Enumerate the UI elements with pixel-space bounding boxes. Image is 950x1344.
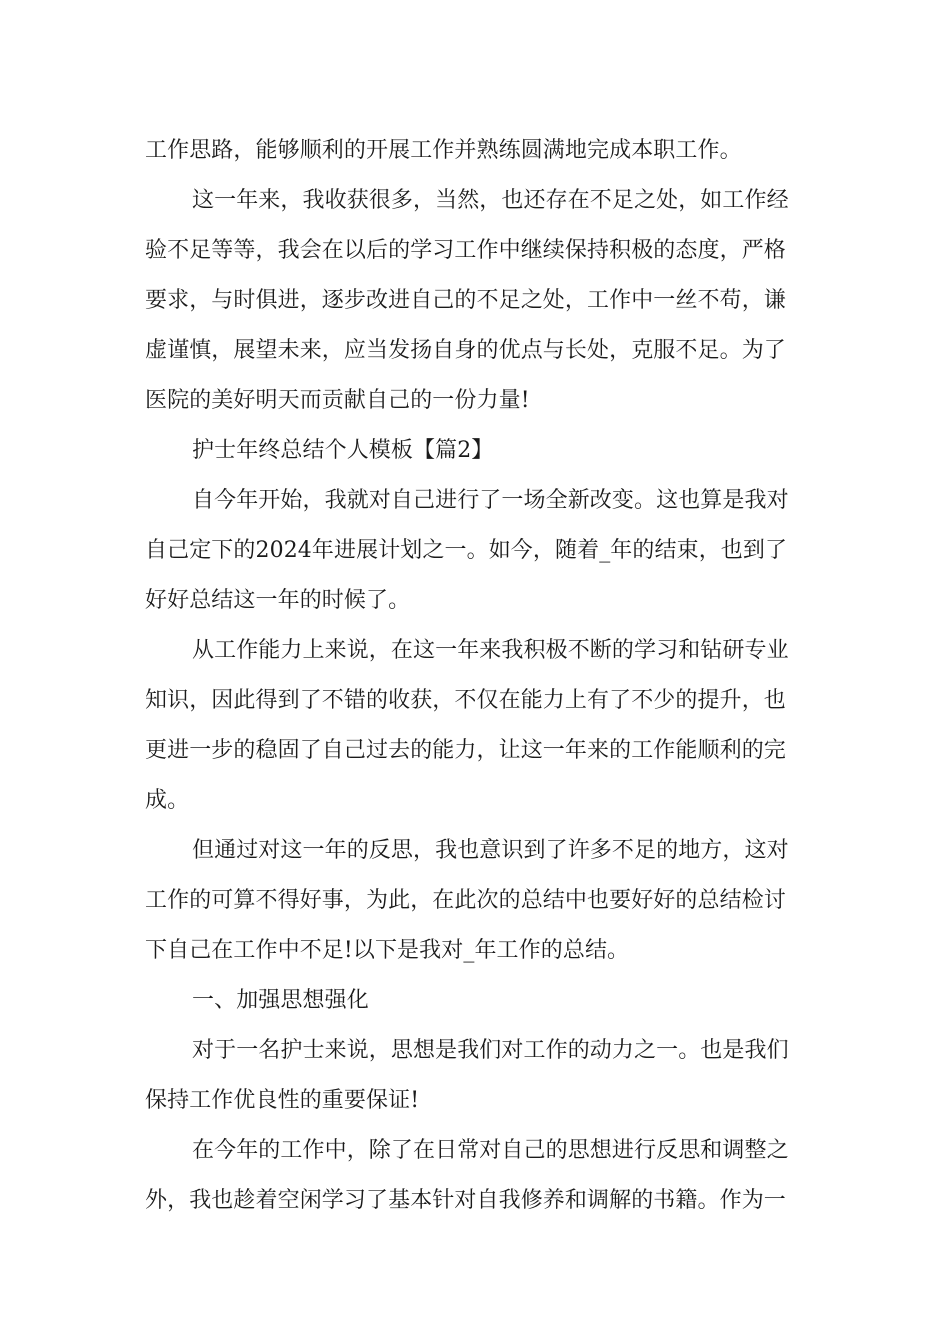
text-line: 外，我也趁着空闲学习了基本针对自我修养和调解的书籍。作为一	[145, 1188, 786, 1213]
text-line: 更进一步的稳固了自己过去的能力，让这一年来的工作能顺利的完	[145, 738, 786, 763]
text-line: 医院的美好明天而贡献自己的一份力量!	[145, 388, 530, 413]
paragraph-start: 但通过对这一年的反思，我也意识到了许多不足的地方，这对	[192, 838, 789, 863]
text-line: 工作的可算不得好事，为此，在此次的总结中也要好好的总结检讨	[145, 888, 786, 913]
text-line: 好好总结这一年的时候了。	[145, 588, 411, 613]
paragraph-start: 这一年来，我收获很多，当然，也还存在不足之处，如工作经	[192, 188, 789, 213]
text-line: 虚谨慎，展望未来，应当发扬自身的优点与长处，克服不足。为了	[145, 338, 786, 363]
text-line: 自己定下的2024年进展计划之一。如今，随着_年的结束，也到了	[145, 538, 788, 563]
text-line: 验不足等等，我会在以后的学习工作中继续保持积极的态度，严格	[145, 238, 786, 263]
paragraph-start: 在今年的工作中，除了在日常对自己的思想进行反思和调整之	[192, 1138, 789, 1163]
text-line: 下自己在工作中不足!以下是我对_年工作的总结。	[145, 938, 630, 963]
paragraph-start: 自今年开始，我就对自己进行了一场全新改变。这也算是我对	[192, 488, 789, 513]
text-line: 知识，因此得到了不错的收获，不仅在能力上有了不少的提升，也	[145, 688, 786, 713]
paragraph-start: 对于一名护士来说，思想是我们对工作的动力之一。也是我们	[192, 1038, 789, 1063]
section-heading: 护士年终总结个人模板【篇2】	[192, 438, 494, 463]
paragraph-start: 从工作能力上来说，在这一年来我积极不断的学习和钻研专业	[192, 638, 789, 663]
text-line: 工作思路，能够顺利的开展工作并熟练圆满地完成本职工作。	[145, 138, 742, 163]
subsection-heading: 一、加强思想强化	[192, 988, 369, 1013]
text-line: 保持工作优良性的重要保证!	[145, 1088, 420, 1113]
text-line: 成。	[145, 788, 190, 813]
text-line: 要求，与时俱进，逐步改进自己的不足之处，工作中一丝不苟，谦	[145, 288, 786, 313]
